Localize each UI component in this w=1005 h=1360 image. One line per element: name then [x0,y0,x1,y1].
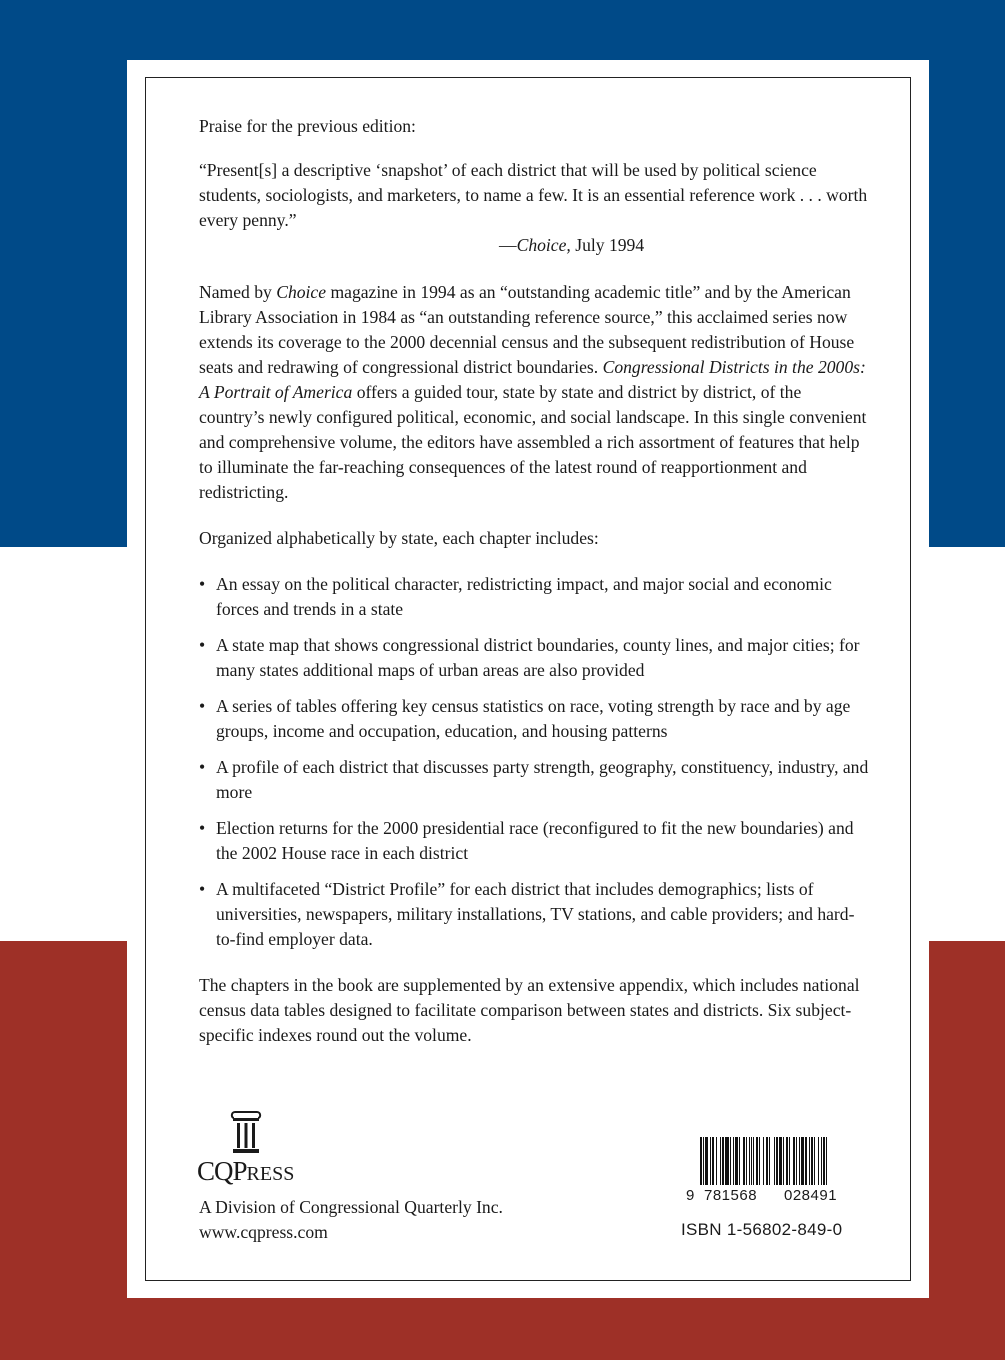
closing-paragraph: The chapters in the book are supplemented by an extensive appendix, which includes national census data tables designed to facilitate comparison between states and districts. Six subject-specific indexes round out the volume. [199,975,860,1045]
barcode-bar [716,1137,717,1185]
quote-attribution [199,233,869,258]
barcode-bar [799,1137,800,1185]
isbn-barcode [700,1137,866,1185]
list-item [199,633,869,683]
bullet: • [199,879,206,899]
list-item-text: A series of tables offering key census statistics on race, voting strength by race and by age groups, income and occupation, education, and housing patterns [216,696,851,741]
barcode-bar [753,1137,754,1185]
barcode-bar [789,1137,790,1185]
list-item [199,877,869,952]
barcode-bar [779,1137,782,1185]
barcode-bar [749,1137,750,1185]
barcode-bar [705,1137,708,1185]
barcode-bar [793,1137,795,1185]
barcode-bar [783,1137,784,1185]
logo-p: P [232,1156,247,1186]
barcode-bar [720,1137,721,1185]
list-item [199,755,869,805]
barcode-bar [703,1137,704,1185]
logo-ress: RESS [246,1163,295,1185]
barcode-bar [821,1137,822,1185]
barcode-bar [722,1137,724,1185]
barcode-bar [823,1137,825,1185]
barcode-bar [811,1137,813,1185]
publisher-url: www.cqpress.com [199,1222,328,1242]
description-text-3: offers a guided tour, state by state and district by district, of the country’s newly configured political, economic, and social landscape. In this single convenient and comprehensive volume, the editors have assembled a rich assortment of features that help to illuminate the far-reaching consequences of the latest round of reapportionment and redistricting. [199,382,867,502]
barcode-bar [700,1137,702,1185]
logo-wordmark [197,1157,294,1188]
barcode-bar [763,1137,764,1185]
description-text-2: magazine in 1994 as an “outstanding academic title” and by the American Library Association in 1984 as “an outstanding reference source,” this acclaimed series now extends its coverage to the 2000 decennial census and the subsequent redistribution of House seats and redrawing of congressional district boundaries. [199,282,855,377]
logo-cq: CQ [197,1156,233,1186]
barcode-bar [743,1137,745,1185]
description-choice: Choice [276,282,327,302]
list-item-text: A state map that shows congressional district boundaries, county lines, and major cities; for many states additional maps of urban areas are also provided [216,635,860,680]
isbn-number: ISBN 1-56802-849-0 [681,1220,843,1239]
bullet: • [199,696,206,716]
description-paragraph [199,280,869,505]
list-item-text: A profile of each district that discusses party strength, geography, constituency, industry, and more [216,757,869,802]
list-item-text: Election returns for the 2000 presidential race (reconfigured to fit the new boundaries) and the 2002 House race in each district [216,818,854,863]
barcode-bar [746,1137,747,1185]
list-item [199,694,869,744]
publisher-division: A Division of Congressional Quarterly Inc. [199,1197,503,1217]
description-text-1: Named by [199,282,277,302]
barcode-bar [805,1137,807,1185]
attribution-date: July 1994 [570,235,645,255]
cq-press-logo [197,1109,307,1184]
barcode-bar [801,1137,804,1185]
attribution-dash: — [499,235,517,255]
barcode-bar [776,1137,778,1185]
barcode-bar [809,1137,810,1185]
barcode-bar [759,1137,760,1185]
barcode-bar [735,1137,738,1185]
barcode-right-digits: 028491 [784,1187,838,1204]
bullet: • [199,818,206,838]
list-item-text: A multifaceted “District Profile” for each district that includes demographics; lists of universities, newspapers, military installations, TV stations, and cable providers; and hard-to-find employer data. [216,879,855,949]
barcode-bar [751,1137,752,1185]
barcode-bar [774,1137,775,1185]
barcode-bar [766,1137,768,1185]
barcode-bar [796,1137,797,1185]
bullet: • [199,635,206,655]
barcode-bar [786,1137,788,1185]
list-item [199,572,869,622]
list-item [199,816,869,866]
column-icon [230,1109,262,1155]
list-item-text: An essay on the political character, redistricting impact, and major social and economic forces and trends in a state [216,574,832,619]
barcode-bar [769,1137,770,1185]
features-intro: Organized alphabetically by state, each chapter includes: [199,528,599,548]
barcode-bar [826,1137,827,1185]
praise-intro: Praise for the previous edition: [199,116,416,136]
barcode-left-digits: 781568 [704,1187,758,1204]
barcode-bar [814,1137,815,1185]
attribution-source: Choice, [516,235,571,255]
praise-quote: “Present[s] a descriptive ‘snapshot’ of each district that will be used by political science students, sociologists, and marketers, to name a few. It is an essential reference work . . . worth every penny.” [199,160,868,230]
barcode-bar [756,1137,758,1185]
barcode-bar [733,1137,734,1185]
barcode-lead-digit: 9 [686,1187,695,1204]
barcode-bar [730,1137,731,1185]
barcode-bar [818,1137,819,1185]
back-cover-text [199,114,869,1048]
bullet: • [199,757,206,777]
barcode-bar [725,1137,729,1185]
barcode-bar [710,1137,711,1185]
bullet: • [199,574,206,594]
book-title: Congressional Districts in the 2000s: A Portrait of America [199,357,866,402]
features-list [199,572,869,952]
barcode-bar [712,1137,714,1185]
barcode-bar [739,1137,740,1185]
